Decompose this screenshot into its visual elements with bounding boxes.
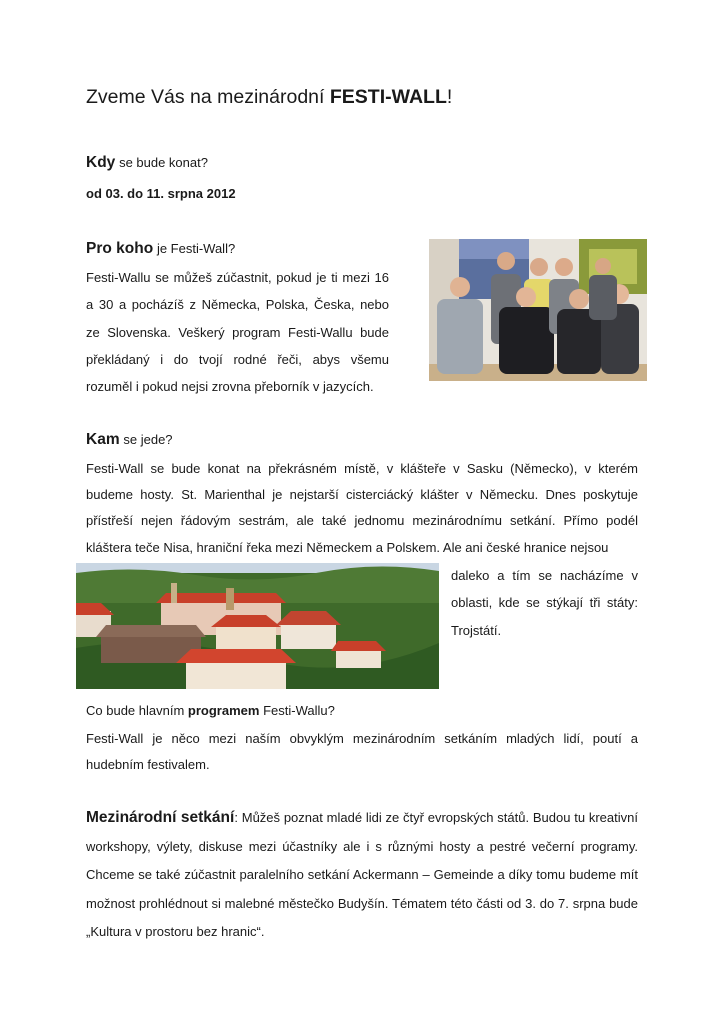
page-title: Zveme Vás na mezinárodní FESTI-WALL!: [86, 86, 453, 108]
meeting-paragraph: Mezinárodní setkání: Můžeš poznat mladé lidi ze čtyř evropských států. Budou tu kreativní workshopy, výlety, diskuse mezi účastníky ale i s různými hosty a pestré večerní programy. Chceme se také zúčastnit paralelního setkání Ackermann – Gemeinde a díky tomu budeme mít možnost prohlédnout si malebné městečko Budyšín. Tématem této části od 3. do 7. srpna bude „Kultura v prostoru bez hranic“.: [86, 809, 638, 939]
program-question: Co bude hlavním programem Festi-Wallu?: [86, 703, 335, 718]
where-paragraph: Festi-Wall se bude konat na překrásném místě, v klášteře v Sasku (Německo), v kterém budeme hosty. St. Marienthal je nejstarší cisterciácký klášter v Německu. Dnes poskytuje přístřeší nejen řádovým sestrám, ale také jednomu mezinárodnímu setkání. Přímo podél kláštera teče Nisa, hraniční řeka mezi Německem a Polskem. Ale ani české hranice nejsou: [86, 461, 638, 555]
for-whom-heading: Pro koho je Festi-Wall?: [86, 240, 236, 257]
for-whom-paragraph: Festi-Wallu se můžeš zúčastnit, pokud je ti mezi 16 a 30 a pocházíš z Německa, Polska, Česka, nebo ze Slovenska. Veškerý program Festi-Wallu bude překládaný i do tvojí rodné řeči, abys všemu rozuměl i pokud nejsi zrovna přeborník v jazycích.: [86, 270, 389, 395]
where-side-paragraph: daleko a tím se nacházíme v oblasti, kde se stýkají tři státy: Trojstátí.: [451, 568, 638, 638]
when-heading: Kdy se bude konat?: [86, 154, 208, 171]
program-paragraph: Festi-Wall je něco mezi naším obvyklým mezinárodním setkáním mladých lidí, poutí a hudebním festivalem.: [86, 731, 638, 772]
monastery-photo: [76, 563, 439, 689]
group-photo: [429, 239, 647, 381]
meeting-heading: Mezinárodní setkání: [86, 809, 235, 826]
festi-wall-brand: FESTI-WALL: [329, 86, 447, 108]
where-heading: Kam se jede?: [86, 431, 173, 448]
event-date: od 03. do 11. srpna 2012: [86, 186, 236, 201]
